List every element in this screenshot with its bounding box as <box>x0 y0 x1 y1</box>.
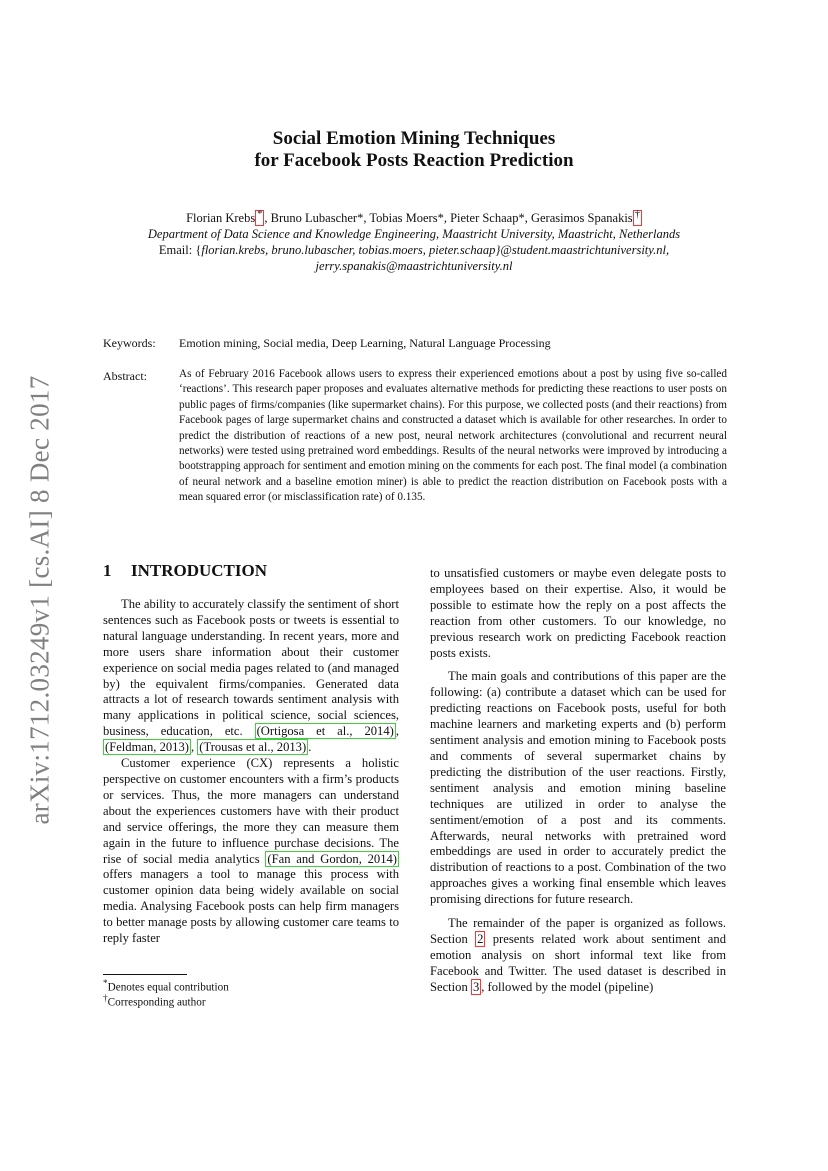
citation-link[interactable]: (Ortigosa et al., 2014) <box>256 724 394 739</box>
abstract-label: Abstract: <box>103 369 147 383</box>
citation-link[interactable]: (Feldman, 2013) <box>105 740 189 755</box>
affiliation: Department of Data Science and Knowledge Engineering, Maastricht University, Maastricht, Netherlands <box>147 227 681 242</box>
paragraph: The ability to accurately classify the sentiment of short sentences such as Facebook posts or tweets is essential to natural language understanding. In recent years, more and more users share information about their customer experience on social media pages related to (and managed by) the equivalent firms/companies. Generated data attracts a lot of research towards sentiment analysis with many applications in political science, social sciences, business, education, etc. (Ortigosa et al., 2014) , (Feldman, 2013) , (Trousas et al., 2013) . <box>103 597 399 755</box>
paragraph: The remainder of the paper is organized as follows. Section 2 presents related work about sentiment and emotion analysis on short informal text like from Facebook and Twitter. The used dataset is described in Section 3 , followed by the model (pipeline) <box>430 916 726 994</box>
footnote-1: *Denotes equal contribution <box>103 979 229 994</box>
footnote-rule <box>103 974 187 975</box>
email-line-2: jerry.spanakis@maastrichtuniversity.nl <box>315 259 513 274</box>
citation-link[interactable]: (Fan and Gordon, 2014) <box>267 851 397 866</box>
paragraph: Customer experience (CX) represents a holistic perspective on customer encounters with a firm’s products or services. Thus, the more managers can understand about the experiences customers have with their product and service offerings, the more they can measure them again in the future to influence purchase decisions. The rise of social media analytics (Fan and Gordon, 2014) offers managers a tool to manage this process with customer opinion data being widely available on social media. Analysing Facebook posts can help firm managers to better manage posts by allowing customer care teams to reply faster <box>103 756 399 946</box>
title-line-2: for Facebook Posts Reaction Prediction <box>254 150 574 171</box>
keywords-text: Emotion mining, Social media, Deep Learning, Natural Language Processing <box>179 336 551 350</box>
footnote-2: †Corresponding author <box>103 994 206 1009</box>
footnote-link-corresponding[interactable]: † <box>633 210 642 226</box>
section-ref-link[interactable]: 2 <box>477 931 484 946</box>
arxiv-stamp: arXiv:1712.03249v1 [cs.AI] 8 Dec 2017 <box>24 375 55 825</box>
author-names <box>0 207 828 226</box>
paper-title <box>0 128 828 172</box>
author-first: Florian Krebs <box>186 211 256 226</box>
left-column <box>103 597 399 947</box>
right-column <box>430 566 726 996</box>
section-heading <box>103 561 267 581</box>
footnote-link-equal[interactable]: * <box>255 210 264 226</box>
paragraph: The main goals and contributions of this paper are the following: (a) contribute a dataset which can be used for predicting reactions on Facebook posts, useful for both machine learners and marketing experts and (b) perform sentiment analysis and emotion mining to Facebook posts and comments of several supermarket chains by predicting the distribution of the user reactions. Firstly, sentiment analysis and emotion mining baseline techniques are utilized in order to analyse the sentiment/emotion of a post and its comments. Afterwards, neural networks with pretrained word embeddings are used in order to accurately predict the distribution of reactions to a post. Combination of the two approaches gives a working final ensemble which leaves promising directions for future research. <box>430 669 726 907</box>
citation-link[interactable]: (Trousas et al., 2013) <box>199 740 307 755</box>
keywords-label: Keywords: <box>103 336 156 350</box>
author-block <box>0 207 828 274</box>
email-list: florian.krebs, bruno.lubascher, tobias.moers, pieter.schaap <box>201 243 496 258</box>
section-number: 1 <box>103 561 112 580</box>
author-rest: , Bruno Lubascher*, Tobias Moers*, Pieter Schaap*, Gerasimos Spanakis <box>264 211 633 226</box>
abstract-text: As of February 2016 Facebook allows users to express their experienced emotions about a post by using five so-called ‘reactions’. This research paper proposes and evaluates alternative methods for predicting these reactions to user posts on public pages of firms/companies (like supermarket chains). For this purpose, we collected posts (and their reactions) from Facebook pages of large supermarket chains and constructed a dataset which is available for other researches. In order to predict the distribution of reactions of a new post, neural network architectures (convolutional and recurrent neural networks) were tested using pretrained word embeddings. Results of the neural networks were improved by introducing a bootstrapping approach for sentiment and emotion mining on the comments for each post. The final model (a combination of neural network and a baseline emotion miner) is able to predict the reaction distribution on Facebook posts with a mean squared error (or misclassification rate) of 0.135. <box>179 368 727 504</box>
section-title: INTRODUCTION <box>131 561 268 580</box>
email-line-1: Email: {florian.krebs, bruno.lubascher, tobias.moers, pieter.schaap}@student.maastrichtuniversity.nl, <box>158 243 670 258</box>
paragraph: to unsatisfied customers or maybe even delegate posts to employees based on their expertise. Also, it would be possible to estimate how the reply on a post affects the reaction from other customers. To our knowledge, no previous research work on predicting Facebook reaction posts exists. <box>430 566 726 660</box>
section-ref-link[interactable]: 3 <box>472 979 480 994</box>
title-line-1: Social Emotion Mining Techniques <box>272 128 556 149</box>
